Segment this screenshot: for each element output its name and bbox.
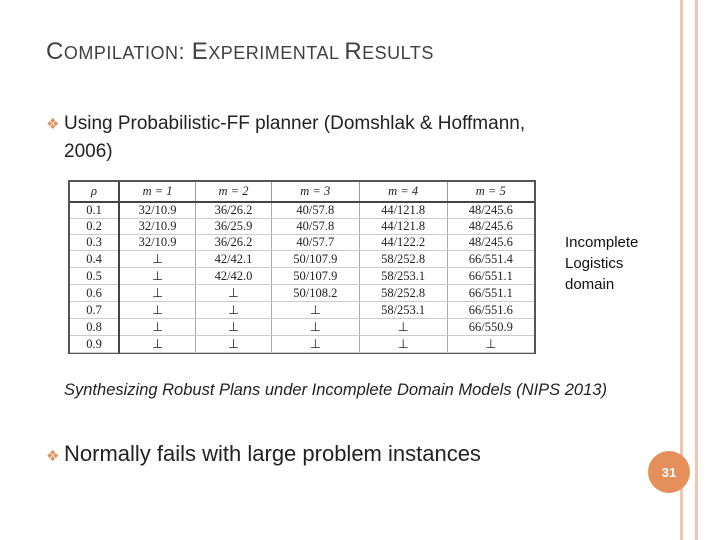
diamond-bullet-icon: ❖ (46, 116, 60, 133)
table-cell: 0.7 (70, 302, 119, 319)
table-cell: 48/245.6 (447, 202, 534, 219)
table-row (70, 268, 534, 285)
table-cell: 36/26.2 (196, 235, 272, 251)
table-cell: 40/57.8 (271, 219, 359, 235)
table-cell: ⊥ (359, 336, 447, 353)
table-cell: 66/551.4 (447, 251, 534, 268)
table-cell: 50/107.9 (271, 268, 359, 285)
table-cell: ⊥ (119, 268, 196, 285)
slide-title (46, 38, 434, 66)
table-row (70, 251, 534, 268)
table-header-cell: m = 5 (447, 182, 534, 202)
diamond-bullet-icon: ❖ (46, 448, 60, 465)
title-part: E (191, 38, 209, 65)
results-table-grid (70, 182, 534, 353)
table-header-cell: m = 3 (271, 182, 359, 202)
page-number-badge: 31 (648, 451, 690, 493)
table-cell: 48/245.6 (447, 219, 534, 235)
table-row (70, 319, 534, 336)
table-row (70, 219, 534, 235)
table-cell: 42/42.0 (196, 268, 272, 285)
table-cell: 32/10.9 (119, 202, 196, 219)
table-cell: 36/26.2 (196, 202, 272, 219)
table-cell: ⊥ (271, 319, 359, 336)
table-row (70, 336, 534, 353)
table-cell: 58/253.1 (359, 268, 447, 285)
table-cell: 58/252.8 (359, 285, 447, 302)
table-cell: 0.3 (70, 235, 119, 251)
title-part: OMPILATION (63, 43, 179, 63)
decorative-border-inner (695, 0, 698, 540)
table-cell: 32/10.9 (119, 235, 196, 251)
table-cell: 44/121.8 (359, 202, 447, 219)
table-cell: 66/551.1 (447, 285, 534, 302)
table-cell: 0.4 (70, 251, 119, 268)
table-cell: ⊥ (119, 285, 196, 302)
table-cell: 40/57.8 (271, 202, 359, 219)
table-cell: ⊥ (119, 336, 196, 353)
table-header-row (70, 182, 534, 202)
table-row (70, 235, 534, 251)
table-cell: 58/252.8 (359, 251, 447, 268)
table-cell: ⊥ (271, 302, 359, 319)
table-cell: 0.9 (70, 336, 119, 353)
table-cell: 66/551.1 (447, 268, 534, 285)
title-part: : (178, 39, 192, 64)
table-cell: 0.6 (70, 285, 119, 302)
table-cell: 58/253.1 (359, 302, 447, 319)
title-part: R (344, 38, 363, 65)
bullet-text-failure: Normally fails with large problem instances (64, 441, 481, 466)
table-cell: 66/550.9 (447, 319, 534, 336)
bullet-text-planner: Using Probabilistic-FF planner (Domshlak & Hoffmann, 2006) (64, 113, 526, 162)
table-cell: ⊥ (196, 336, 272, 353)
table-cell: ⊥ (359, 319, 447, 336)
table-cell: 42/42.1 (196, 251, 272, 268)
table-cell: 44/121.8 (359, 219, 447, 235)
table-cell: ⊥ (196, 285, 272, 302)
table-cell: 36/25.9 (196, 219, 272, 235)
domain-note: Incomplete Logistics domain (565, 234, 639, 293)
results-table (68, 180, 536, 354)
table-cell: 48/245.6 (447, 235, 534, 251)
table-cell: 44/122.2 (359, 235, 447, 251)
table-cell: 0.8 (70, 319, 119, 336)
table-header-cell: m = 2 (196, 182, 272, 202)
table-cell: 0.1 (70, 202, 119, 219)
table-cell: ⊥ (196, 302, 272, 319)
table-row (70, 285, 534, 302)
table-cell: 50/107.9 (271, 251, 359, 268)
table-cell: ⊥ (196, 319, 272, 336)
table-cell: ⊥ (119, 302, 196, 319)
title-part: ESULTS (362, 43, 434, 63)
table-cell: 32/10.9 (119, 219, 196, 235)
table-cell: 0.5 (70, 268, 119, 285)
table-cell: 0.2 (70, 219, 119, 235)
table-cell: ⊥ (271, 336, 359, 353)
table-cell: 40/57.7 (271, 235, 359, 251)
table-header-cell: ρ (70, 182, 119, 202)
table-header-cell: m = 4 (359, 182, 447, 202)
table-row (70, 302, 534, 319)
table-cell: ⊥ (119, 251, 196, 268)
title-part: C (46, 38, 64, 65)
table-cell: 66/551.6 (447, 302, 534, 319)
table-cell: ⊥ (447, 336, 534, 353)
table-cell: ⊥ (119, 319, 196, 336)
title-part: XPERIMENTAL (208, 43, 345, 63)
table-row (70, 202, 534, 219)
paper-caption: Synthesizing Robust Plans under Incomplete Domain Models (NIPS 2013) (64, 381, 607, 399)
table-cell: 50/108.2 (271, 285, 359, 302)
table-header-cell: m = 1 (119, 182, 196, 202)
